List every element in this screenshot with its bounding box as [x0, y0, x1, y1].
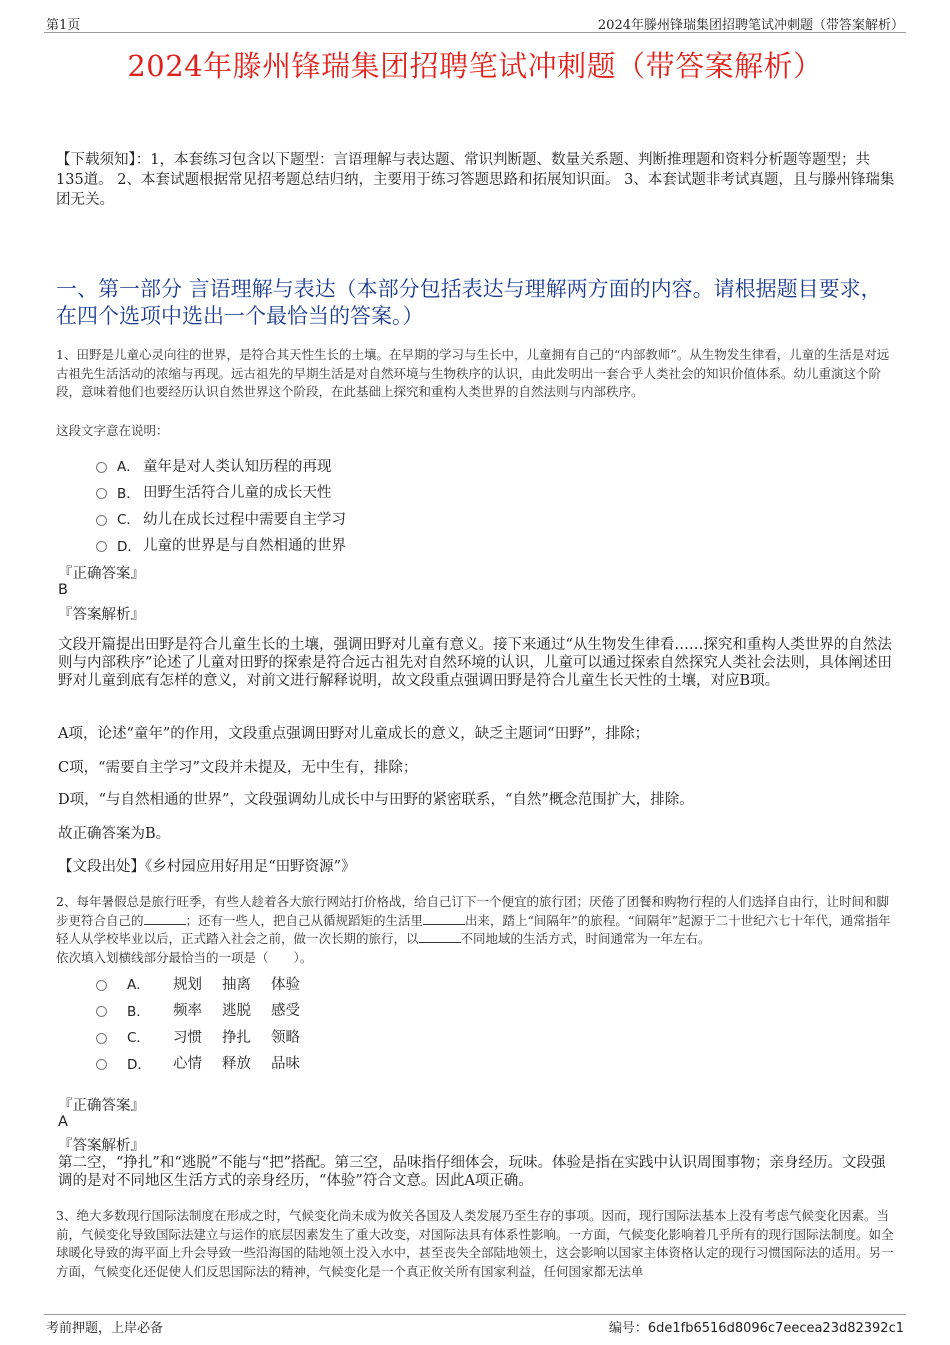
fill-blank: [144, 912, 186, 925]
page-header: [44, 12, 906, 33]
download-notice: 【下载须知】：1，本套练习包含以下题型：言语理解与表达题、常识判断题、数量关系题、判断推理题和资料分析题等题型；共135道。 2、本套试题根据常见招考题总结归纳，主要用于练习答题思路和拓展知识面。 3、本套试题非考试真题，且与滕州锋瑞集团无关。: [56, 152, 895, 208]
q2-analysis-label: 『答案解析』: [58, 1138, 145, 1154]
q1-stem: 1、田野是儿童心灵向往的世界，是符合其天性生长的土壤。在早期的学习与生长中，儿童拥有自己的“内部教师”。从生物发生律看，儿童的生活是对远古祖先生活活动的浓缩与再现。远古祖先的早期生活是对自然环境与生物秩序的认识，由此发明出一套合乎人类社会的知识价值体系。幼儿重演这个阶段，意味着他们也要经历认识自然世界这个阶段，在此基础上探究和重构人类世界的自然法则与内部秩序。: [56, 347, 890, 399]
radio-icon[interactable]: [96, 488, 107, 499]
q2-answer: A: [58, 1114, 68, 1130]
fill-blank: [423, 912, 465, 925]
q1-analysis-a: A项，论述“童年”的作用，文段重点强调田野对儿童成长的意义，缺乏主题词“田野”，排除；: [58, 726, 650, 742]
q1-option-c[interactable]: C． 幼儿在成长过程中需要自主学习: [96, 505, 346, 532]
radio-icon[interactable]: [96, 1059, 107, 1070]
radio-icon[interactable]: [96, 541, 107, 552]
fill-blank: [419, 930, 461, 943]
header-doc-title: 2024年滕州锋瑞集团招聘笔试冲刺题（带答案解析）: [597, 18, 904, 33]
q1-conclusion: 故正确答案为B。: [58, 826, 171, 842]
radio-icon[interactable]: [96, 515, 107, 526]
footer-slogan: 考前押题，上岸必备: [46, 1321, 164, 1336]
q1-analysis-main: 文段开篇提出田野是符合儿童生长的土壤，强调田野对儿童有意义。接下来通过“从生物发生律看……探究和重构人类世界的自然法则与内部秩序”论述了儿童对田野的探索是符合远古祖先对自然环境的认识，儿童可以通过探索自然探究人类社会法则，具体阐述田野对儿童到底有怎样的意义，对前文进行解释说明，故文段重点强调田野是符合儿童生长天性的土壤，对应B项。: [58, 637, 892, 689]
q1-answer: B: [58, 582, 68, 598]
radio-icon[interactable]: [96, 1006, 107, 1017]
page-footer: [44, 1314, 906, 1335]
q3-stem: 3、绝大多数现行国际法制度在形成之时，气候变化尚未成为攸关各国及人类发展乃至生存的事项。因而，现行国际法基本上没有考虑气候变化因素。当前，气候变化导致国际法建立与运作的底层因素发生了重大改变，对国际法具有体系性影响。一方面，气候变化影响着几乎所有的现行国际法制度。如全球暖化导致的海平面上升会导致一些沿海国的陆地领土没入水中，甚至丧失全部陆地领土，这会影响以国家主体资格认定的现行习惯国际法的适用。另一方面，气候变化还促使人们反思国际法的精神，气候变化是一个真正攸关所有国家利益，任何国家都无法单: [56, 1208, 894, 1279]
q1-source: 【文段出处】《乡村园应用好用足“田野资源”》: [58, 859, 356, 875]
q1-option-a[interactable]: A． 童年是对人类认知历程的再现: [96, 452, 346, 479]
q1-analysis-c: C项，“需要自主学习”文段并未提及，无中生有，排除；: [58, 760, 418, 776]
q2-option-a[interactable]: A． 规划 抽离 体验: [96, 970, 320, 997]
section-heading: 一、第一部分 言语理解与表达（本部分包括表达与理解两方面的内容。请根据题目要求，在四个选项中选出一个最恰当的答案。）: [56, 277, 882, 328]
q2-option-d[interactable]: D． 心情 释放 品味: [96, 1050, 320, 1077]
q2-analysis: 第二空，“挣扎”和“逃脱”不能与“把”搭配。第三空，品味指仔细体会，玩味。体验是指在实践中认识周围事物；亲身经历。文段强调的是对不同地区生活方式的亲身经历，“体验”符合文意。因此A项正确。: [58, 1155, 886, 1189]
q2-option-b[interactable]: B． 频率 逃脱 感受: [96, 997, 320, 1024]
q2-option-c[interactable]: C． 习惯 挣扎 领略: [96, 1023, 320, 1050]
q2-stem: 2、每年暑假总是旅行旺季，有些人趁着各大旅行网站打价格战，给自己订下一个便宜的旅行团；厌倦了团餐和购物行程的人们选择自由行，让时间和脚步更符合自己的 ；还有一些人，把自己从循规蹈矩的生活里 出来，踏上“间隔年”的旅程。“间隔年”起源于二十世纪六七十年代，通常指年轻人从学校毕业以后，正式踏入社会之前，做一次长期的旅行，以 不同地域的生活方式，时间通常为一年左右。: [56, 894, 891, 946]
radio-icon[interactable]: [96, 462, 107, 473]
q2-options: [96, 970, 320, 1076]
q1-analysis-d: D项，“与自然相通的世界”，文段强调幼儿成长中与田野的紧密联系，“自然”概念范围扩大，排除。: [58, 792, 694, 808]
doc-title: 2024年滕州锋瑞集团招聘笔试冲刺题（带答案解析）: [127, 49, 823, 83]
q1-option-b[interactable]: B． 田野生活符合儿童的成长天性: [96, 479, 346, 506]
page-number: 第1页: [46, 18, 81, 33]
q2-answer-label: 『正确答案』: [58, 1098, 145, 1114]
q1-options: [96, 452, 346, 558]
footer-code: 编号：6de1fb6516d8096c7eecea23d82392c1: [608, 1321, 904, 1336]
q1-answer-label: 『正确答案』: [58, 566, 145, 582]
q2-ask: 依次填入划横线部分最恰当的一项是（ ）。: [56, 950, 313, 965]
q1-option-d[interactable]: D． 儿童的世界是与自然相通的世界: [96, 532, 346, 559]
q1-analysis-label: 『答案解析』: [58, 607, 145, 623]
radio-icon[interactable]: [96, 980, 107, 991]
q1-ask: 这段文字意在说明：: [56, 423, 169, 438]
radio-icon[interactable]: [96, 1033, 107, 1044]
